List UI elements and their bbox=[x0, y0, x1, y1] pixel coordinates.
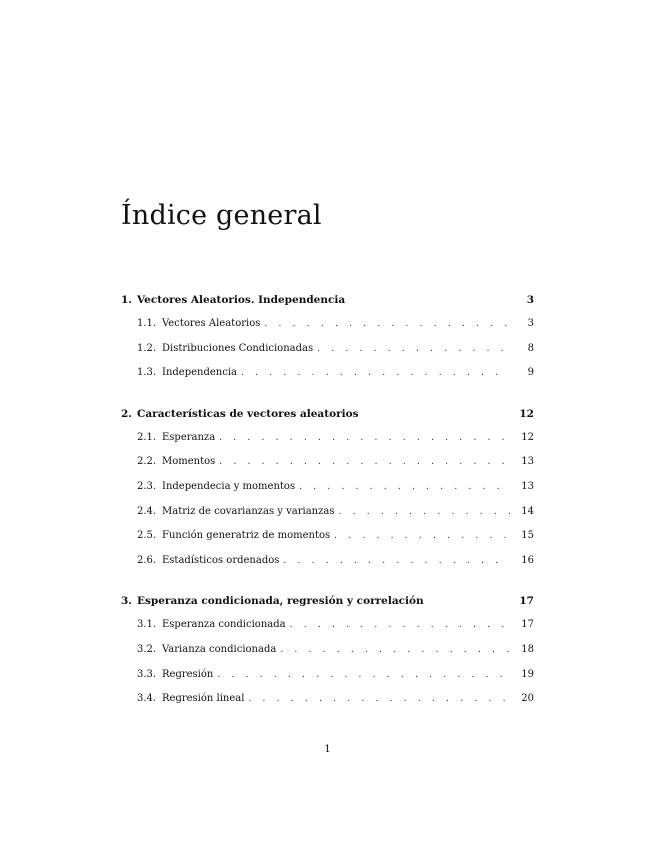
section-page: 13 bbox=[521, 456, 534, 468]
section-number: 2.2. bbox=[137, 456, 157, 468]
section-number: 3.4. bbox=[137, 693, 157, 705]
toc-section[interactable] bbox=[121, 669, 534, 694]
toc-section[interactable] bbox=[121, 530, 534, 555]
chapter-title: Vectores Aleatorios. Independencia bbox=[137, 294, 346, 306]
section-title: Esperanza condicionada bbox=[162, 619, 286, 631]
section-number: 2.4. bbox=[137, 505, 157, 517]
section-title: Independencia bbox=[162, 367, 237, 379]
chapter-heading[interactable] bbox=[121, 294, 534, 312]
toc-section[interactable] bbox=[121, 481, 534, 506]
page-number: 1 bbox=[324, 744, 331, 755]
dot-leader bbox=[241, 368, 510, 378]
section-title: Varianza condicionada bbox=[162, 643, 277, 655]
section-page: 15 bbox=[521, 530, 534, 542]
toc-section[interactable] bbox=[121, 619, 534, 644]
section-page: 20 bbox=[521, 693, 534, 705]
section-title: Esperanza bbox=[162, 431, 216, 443]
chapter-number: 1. bbox=[121, 294, 132, 306]
section-number: 2.6. bbox=[137, 554, 157, 566]
dot-leader bbox=[290, 620, 510, 630]
section-number: 2.1. bbox=[137, 431, 157, 443]
section-title: Regresión lineal bbox=[162, 693, 245, 705]
chapter-page: 3 bbox=[526, 294, 534, 306]
section-page: 8 bbox=[527, 342, 534, 354]
toc-section[interactable] bbox=[121, 644, 534, 669]
section-number: 3.2. bbox=[137, 643, 157, 655]
section-page: 16 bbox=[521, 554, 534, 566]
chapter-number: 3. bbox=[121, 595, 132, 608]
section-page: 18 bbox=[521, 643, 534, 655]
dot-leader bbox=[317, 344, 510, 354]
dot-leader bbox=[264, 319, 510, 329]
chapter-page: 17 bbox=[519, 595, 534, 608]
toc-section[interactable] bbox=[121, 693, 534, 718]
chapter-number: 2. bbox=[121, 407, 132, 420]
chapter-page: 12 bbox=[519, 407, 534, 420]
toc-chapter-1 bbox=[121, 294, 534, 392]
chapter-heading[interactable] bbox=[121, 408, 534, 426]
toc-chapter-3 bbox=[121, 595, 534, 717]
dot-leader bbox=[283, 556, 510, 566]
toc-section[interactable] bbox=[121, 318, 534, 343]
toc-chapter-2 bbox=[121, 408, 534, 580]
section-page: 9 bbox=[527, 367, 534, 379]
toc-section[interactable] bbox=[121, 343, 534, 368]
section-title: Estadísticos ordenados bbox=[162, 554, 280, 566]
section-number: 3.1. bbox=[137, 619, 157, 631]
section-title: Función generatriz de momentos bbox=[162, 530, 331, 542]
section-number: 2.5. bbox=[137, 530, 157, 542]
toc-section[interactable] bbox=[121, 555, 534, 580]
section-title: Matriz de covarianzas y varianzas bbox=[162, 505, 335, 517]
section-page: 13 bbox=[521, 480, 534, 492]
section-page: 19 bbox=[521, 668, 534, 680]
chapter-heading[interactable] bbox=[121, 595, 534, 613]
toc-section[interactable] bbox=[121, 367, 534, 392]
chapter-title: Esperanza condicionada, regresión y correlación bbox=[137, 595, 424, 608]
dot-leader bbox=[280, 645, 510, 655]
section-title: Vectores Aleatorios bbox=[162, 318, 261, 329]
chapter-title: Características de vectores aleatorios bbox=[137, 407, 359, 420]
section-page: 12 bbox=[521, 431, 534, 443]
section-page: 3 bbox=[527, 318, 534, 329]
dot-leader bbox=[299, 482, 510, 492]
section-title: Independecia y momentos bbox=[162, 480, 296, 492]
section-title: Momentos bbox=[162, 456, 216, 468]
section-title: Distribuciones Condicionadas bbox=[162, 342, 314, 354]
page-title: Índice general bbox=[121, 200, 322, 231]
dot-leader bbox=[219, 433, 510, 443]
section-page: 17 bbox=[521, 619, 534, 631]
dot-leader bbox=[219, 457, 510, 467]
section-number: 1.1. bbox=[137, 318, 157, 329]
section-number: 3.3. bbox=[137, 668, 157, 680]
section-number: 2.3. bbox=[137, 480, 157, 492]
section-number: 1.3. bbox=[137, 367, 157, 379]
dot-leader bbox=[334, 531, 510, 541]
toc-section[interactable] bbox=[121, 432, 534, 457]
dot-leader bbox=[338, 507, 510, 517]
dot-leader bbox=[217, 670, 510, 680]
toc-section[interactable] bbox=[121, 456, 534, 481]
section-number: 1.2. bbox=[137, 342, 157, 354]
table-of-contents bbox=[121, 294, 534, 734]
dot-leader bbox=[248, 694, 510, 704]
section-page: 14 bbox=[521, 505, 534, 517]
toc-section[interactable] bbox=[121, 506, 534, 531]
section-title: Regresión bbox=[162, 668, 214, 680]
